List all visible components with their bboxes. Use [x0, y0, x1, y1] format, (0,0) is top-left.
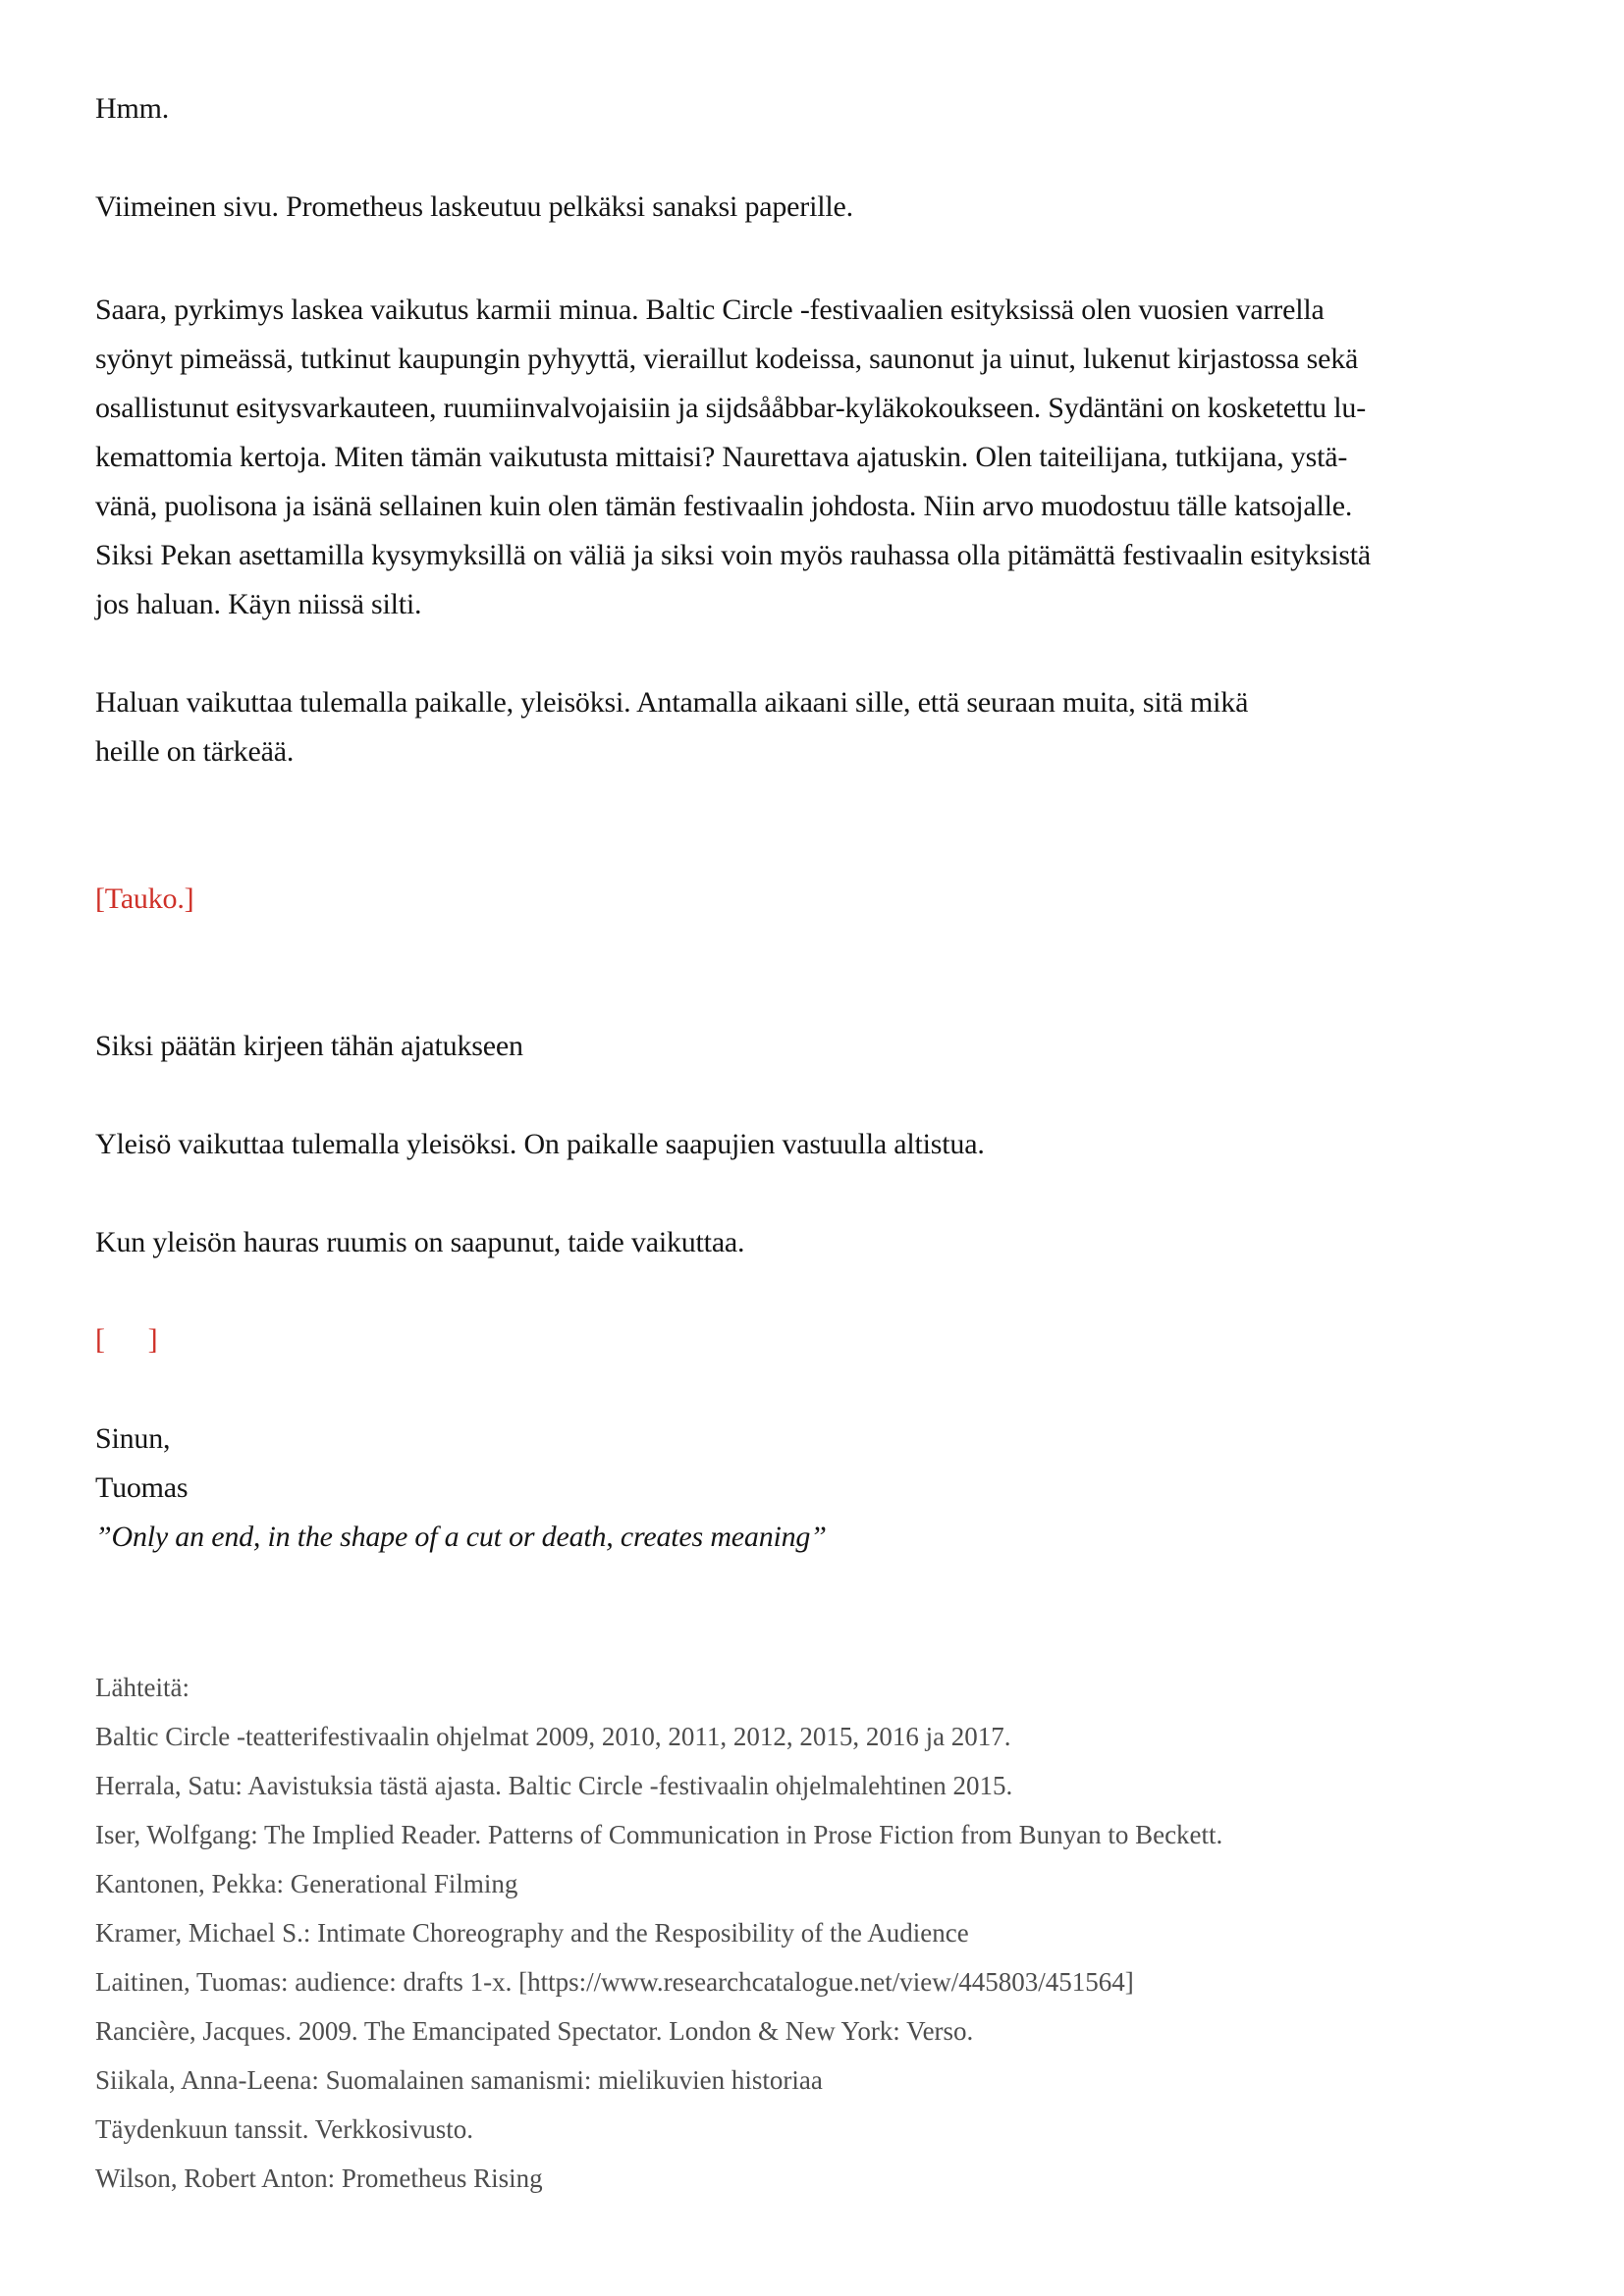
text-line: syönyt pimeässä, tutkinut kaupungin pyhyyttä, vieraillut kodeissa, saunonut ja uinut, lukenut kirjastossa sekä: [95, 343, 1359, 375]
paragraph-haluan: [95, 678, 1565, 776]
stage-direction-text: [Tauko.]: [95, 882, 194, 915]
bibliography-entry: Wilson, Robert Anton: Prometheus Rising: [95, 2163, 543, 2193]
text-line: Kun yleisön hauras ruumis on saapunut, taide vaikuttaa.: [95, 1226, 745, 1258]
text-line: Haluan vaikuttaa tulemalla paikalle, yleisöksi. Antamalla aikaani sille, että seuraan muita, sitä mikä: [95, 686, 1249, 719]
bibliography-entry: Laitinen, Tuomas: audience: drafts 1-x. [https://www.researchcatalogue.net/view/445803/451564]: [95, 1967, 1134, 1997]
bibliography-entry: Täydenkuun tanssit. Verkkosivusto.: [95, 2114, 473, 2144]
text-line: Yleisö vaikuttaa tulemalla yleisöksi. On paikalle saapujien vastuulla altistua.: [95, 1128, 985, 1160]
bibliography: [95, 1663, 1565, 2203]
text-line: heille on tärkeää.: [95, 735, 295, 768]
text-line: Siksi päätän kirjeen tähän ajatukseen: [95, 1030, 523, 1062]
paragraph-siksi: [95, 1022, 1565, 1071]
text-line: Saara, pyrkimys laskea vaikutus karmii minua. Baltic Circle -festivaalien esityksissä olen vuosien varrella: [95, 294, 1325, 326]
bibliography-heading: Lähteitä:: [95, 1673, 189, 1702]
bibliography-entry: Kantonen, Pekka: Generational Filming: [95, 1869, 518, 1898]
text-line: kemattomia kertoja. Miten tämän vaikutusta mittaisi? Naurettava ajatuskin. Olen taiteilijana, tutkijana, ystä-: [95, 441, 1348, 473]
empty-brackets: [95, 1315, 1565, 1364]
signoff-text: Sinun,: [95, 1422, 171, 1455]
bibliography-entry: Herrala, Satu: Aavistuksia tästä ajasta. Baltic Circle -festivaalin ohjelmalehtinen 2015.: [95, 1771, 1013, 1800]
text-line: jos haluan. Käyn niissä silti.: [95, 588, 422, 620]
empty-brackets-text: [ ]: [95, 1323, 158, 1356]
text-line: vänä, puolisona ja isänä sellainen kuin olen tämän festivaalin johdosta. Niin arvo muodostuu tälle katsojalle.: [95, 490, 1353, 522]
signature-block: [95, 1415, 1565, 1562]
text-line: Viimeinen sivu. Prometheus laskeutuu pelkäksi sanaksi paperille.: [95, 190, 853, 223]
closing-quote: ”Only an end, in the shape of a cut or death, creates meaning”: [95, 1521, 827, 1553]
bibliography-entry: Baltic Circle -teatterifestivaalin ohjelmat 2009, 2010, 2011, 2012, 2015, 2016 ja 2017.: [95, 1722, 1011, 1751]
bibliography-entry: Iser, Wolfgang: The Implied Reader. Patterns of Communication in Prose Fiction from Bunyan to Beckett.: [95, 1820, 1223, 1849]
text-line: osallistunut esitysvarkauteen, ruumiinvalvojaisiin ja sijdsååbbar-kyläkokoukseen. Sydäntäni on kosketettu lu-: [95, 392, 1367, 424]
text-line: Siksi Pekan asettamilla kysymyksillä on väliä ja siksi voin myös rauhassa olla pitämättä festivaalin esityksistä: [95, 539, 1372, 571]
paragraph-saara: [95, 286, 1565, 629]
paragraph-kun: [95, 1218, 1565, 1267]
bibliography-entry: Rancière, Jacques. 2009. The Emancipated Spectator. London & New York: Verso.: [95, 2016, 974, 2046]
bibliography-entry: Siikala, Anna-Leena: Suomalainen samanismi: mielikuvien historiaa: [95, 2065, 823, 2095]
bibliography-entry: Kramer, Michael S.: Intimate Choreography and the Resposibility of the Audience: [95, 1918, 969, 1948]
stage-direction: [95, 875, 1565, 924]
text-line: Hmm.: [95, 92, 170, 125]
paragraph-last-page: [95, 183, 1565, 232]
signature-name: Tuomas: [95, 1471, 189, 1504]
paragraph-yleiso: [95, 1120, 1565, 1169]
paragraph-interjection: [95, 84, 1565, 133]
